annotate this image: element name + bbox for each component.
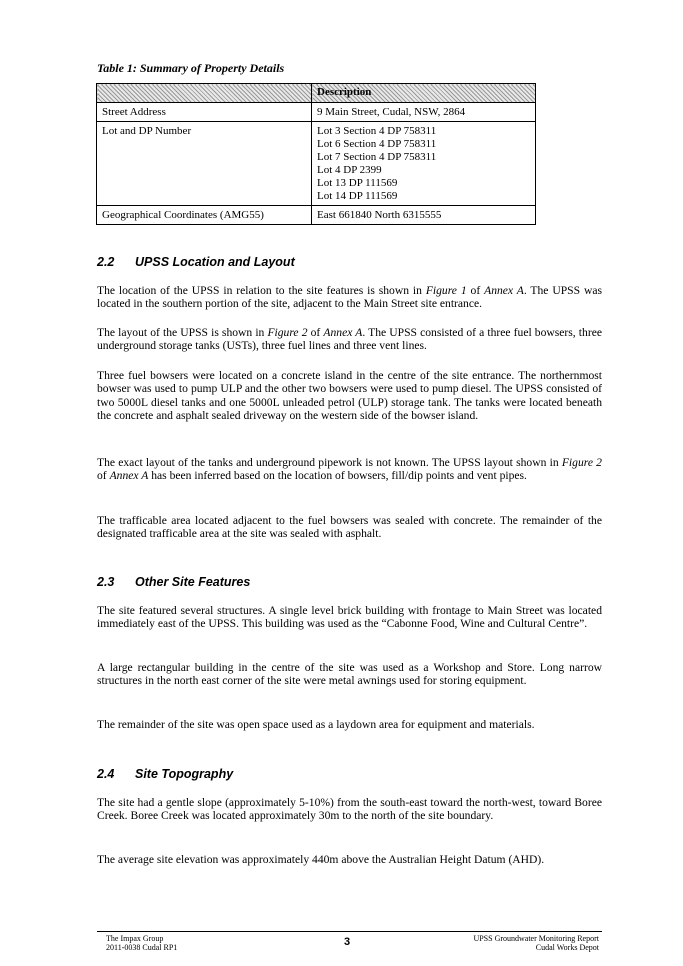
text-run: of [466,284,485,297]
street-address-value: 9 Main Street, Cudal, NSW, 2864 [317,106,466,118]
page-number: 3 [344,936,351,948]
section-number: 2.3 [97,575,115,589]
table-caption: Table 1: Summary of Property Details [97,61,285,75]
footer-site-name: Cudal Works Depot [535,943,599,952]
annex-reference: Annex A [109,469,149,483]
table-header-blank [97,84,312,103]
paragraph-upss-layout [97,326,602,353]
paragraph-slope: The site had a gentle slope (approximately 5-10%) from the south-east toward the north-west, toward Boree Creek. Boree Creek was located approximately 30m to the north of the site boundary. [97,796,602,823]
section-heading-2-3 [97,575,250,589]
text-run: . The UPSS consisted of a three fuel bowsers, three underground storage tanks (USTs), three fuel lines and three vent lines. [97,326,602,353]
annex-reference: Annex A [484,284,524,297]
footer-divider [97,931,602,932]
table-row [97,103,536,122]
lot-entry: Lot 13 DP 111569 [317,177,398,189]
footer-company: The Impax Group [106,934,164,943]
section-title: Site Topography [135,767,234,781]
row-label-street-address: Street Address [97,103,312,122]
lot-entry: Lot 3 Section 4 DP 758311 [317,125,437,137]
figure-reference: Figure 2 [267,326,308,339]
section-title: UPSS Location and Layout [135,255,295,269]
table-row [97,122,536,206]
figure-reference: Figure 1 [425,284,467,297]
coordinates-value: East 661840 North 6315555 [317,209,442,221]
row-label-lot-dp: Lot and DP Number [97,122,312,206]
text-run: has been inferred based on the location of bowsers, fill/dip points and vent pipes. [148,469,527,483]
text-run: of [97,469,110,483]
lot-entry: Lot 4 DP 2399 [317,164,382,176]
footer-left [106,934,177,952]
row-label-coordinates: Geographical Coordinates (AMG55) [97,206,312,225]
text-run: . The UPSS was located in the southern portion of the site, adjacent to the Main Street site entrance. [97,284,602,311]
text-run: The location of the UPSS in relation to the site features is shown in [97,284,426,297]
paragraph-workshop: A large rectangular building in the centre of the site was used as a Workshop and Store. Long narrow structures in the north east corner of the site were metal awnings used for storing equipment. [97,661,602,688]
footer-document-code: 2011-0038 Cudal RP1 [106,943,178,952]
lot-entry: Lot 6 Section 4 DP 758311 [317,138,437,150]
paragraph-trafficable-area: The trafficable area located adjacent to the fuel bowsers was sealed with concrete. The remainder of the designated trafficable area at the site was sealed with asphalt. [97,514,602,541]
figure-reference: Figure 2 [561,456,602,469]
paragraph-open-space: The remainder of the site was open space used as a laydown area for equipment and materials. [97,718,535,731]
table-row [97,206,536,225]
row-value-coordinates [312,206,536,225]
section-title: Other Site Features [135,575,251,589]
lot-entry: Lot 14 DP 111569 [317,190,398,202]
paragraph-upss-location [97,284,602,311]
text-run: The layout of the UPSS is shown in [97,326,268,339]
section-number: 2.2 [97,255,115,269]
lot-entry: Lot 7 Section 4 DP 758311 [317,151,437,163]
text-run: of [307,326,324,339]
row-value-lot-dp [312,122,536,206]
row-value-street-address [312,103,536,122]
text-run: The exact layout of the tanks and underground pipework is not known. The UPSS layout shown in [97,456,562,469]
footer-right [473,934,599,952]
paragraph-site-structures: The site featured several structures. A single level brick building with frontage to Main Street was located immediately east of the UPSS. This building was used as the “Cabonne Food, Wine and Cultural Centre”. [97,604,602,631]
property-details-table [96,83,536,225]
footer-report-title: UPSS Groundwater Monitoring Report [473,934,599,943]
paragraph-tank-layout [97,456,602,483]
table-header-row [97,84,536,103]
section-number: 2.4 [97,767,115,781]
table-header-description: Description [312,84,536,103]
section-heading-2-2 [97,255,295,269]
paragraph-fuel-bowsers: Three fuel bowsers were located on a concrete island in the centre of the site entrance. The northernmost bowser was used to pump ULP and the other two bowsers were used to pump diesel. The UPSS consisted of two 5000L diesel tanks and one 5000L unleaded petrol (ULP) storage tank. The tanks were located beneath the concrete and asphalt sealed driveway on the western side of the bowser island. [97,369,602,423]
annex-reference: Annex A [323,326,363,339]
section-heading-2-4 [97,767,233,781]
paragraph-elevation: The average site elevation was approximately 440m above the Australian Height Datum (AHD). [97,853,545,866]
